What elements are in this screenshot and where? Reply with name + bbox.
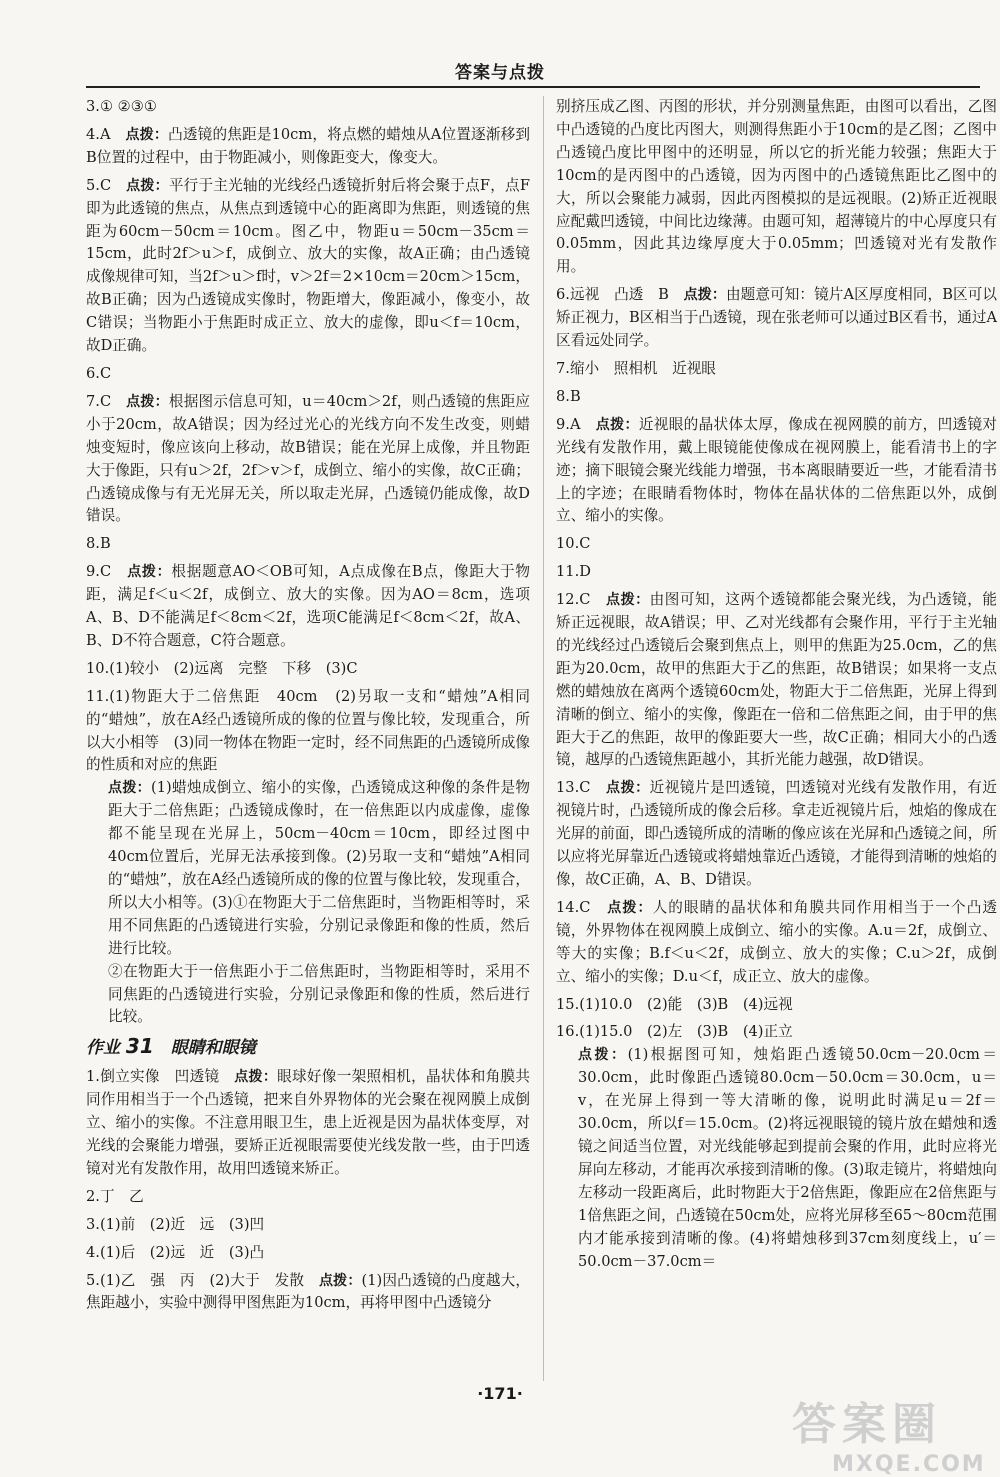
answer-item: 4.(1)后 (2)远 近 (3)凸: [86, 1243, 265, 1261]
tip-label: 点拨：: [683, 287, 726, 304]
watermark-logo: 答案圈 MXQE.COM: [792, 1399, 986, 1477]
answer-item: 12.C 点拨：由图可知，这两个透镜都能会聚光线，为凸透镜，能矫正远视眼，故A错误；甲、乙对光线都有会聚作用，平行于主光轴的光线经过凸透镜后会聚到焦点上，则甲的焦距为25.0cm，乙的焦距为20.0cm，故甲的焦距大于乙的焦距，故B错误；如果将一支点燃的蜡烛放在离两个透镜60cm处，物距大于二倍焦距，光屏上得到清晰的倒立、缩小的实像，像距在一倍和二倍焦距之间，由于甲的焦距大于乙的焦距，故甲的像距要大一些，故C正确；相同大小的凸透镜，越厚的凸透镜焦距越小，其折光能力越强，故D错误。: [556, 591, 997, 769]
answer-item: 14.C 点拨：人的眼睛的晶状体和角膜共同作用相当于一个凸透镜，外界物体在视网膜上成倒立、缩小的实像。A.u＝2f，成倒立、等大的实像；B.f＜u＜2f，成倒立、放大的实像；C.u＞2f，成倒立、缩小的实像；D.u＜f，成正立、放大的虚像。: [556, 898, 997, 985]
answer-item: 3.(1)前 (2)近 远 (3)凹: [86, 1215, 265, 1233]
tip-label: 点拨：: [595, 416, 639, 433]
answer-item: 8.B: [86, 535, 111, 553]
tip-label: 点拨：: [126, 393, 169, 410]
answer-item: 4.A 点拨：凸透镜的焦距是10cm，将点燃的蜡烛从A位置逐渐移到B位置的过程中，由于物距减小，则像距变大，像变大。: [86, 125, 530, 166]
answer-item: 2.丁 乙: [86, 1187, 144, 1205]
tip-label: 点拨：: [127, 564, 172, 581]
tip-label: 点拨：: [607, 899, 653, 916]
answer-tip: ②在物距大于一倍焦距小于二倍焦距时，当物距相等时，采用不同焦距的凸透镜进行实验，分别记录像距和像的性质，然后进行比较。: [108, 962, 530, 1026]
tip-label: 点拨：: [125, 126, 169, 143]
answer-item: 13.C 点拨：近视镜片是凹透镜，凹透镜对光线有发散作用，有近视镜片时，凸透镜所成的像会后移。拿走近视镜片后，烛焰的像成在光屏的前面，即凸透镜所成的清晰的像应该在光屏和凸透镜之间，所以应将光屏靠近凸透镜或将蜡烛靠近凸透镜，才能得到清晰的烛焰的像，故C正确，A、B、D错误。: [556, 779, 997, 888]
answer-item: 1.倒立实像 凹透镜 点拨：眼球好像一架照相机，晶状体和角膜共同作用相当于一个凸透镜，把来自外界物体的光会聚在视网膜上成倒立、缩小的实像。不注意用眼卫生，患上近视是因为晶状体变厚，对光线的会聚能力增强，要矫正近视眼需要使光线发散一些，由于凹透镜对光有发散作用，故用凹透镜来矫正。: [86, 1068, 530, 1177]
section-title: 作业 31 眼睛和眼镜: [86, 1034, 256, 1059]
column-divider: [543, 96, 544, 1381]
answer-item: 9.C 点拨：根据题意AO＜OB可知，A点成像在B点，像距大于物距，满足f＜u＜2f，成倒立、放大的实像。因为AO＝8cm，选项A、B、D不能满足f＜8cm＜2f，选项C能满足f＜8cm＜2f，故A、B、D不符合题意，C符合题意。: [86, 563, 530, 649]
answer-item: 3.① ②③①: [86, 98, 157, 115]
header-rule: [86, 86, 980, 88]
left-column: [86, 96, 530, 1320]
answer-item: 11.D: [556, 563, 591, 581]
answer-tip: 点拨：(1)根据图可知，烛焰距凸透镜50.0cm－20.0cm＝30.0cm，此时像距凸透镜80.0cm－50.0cm＝30.0cm，u＝v，在光屏上得到一等大清晰的像，说明此时满足u＝2f＝30.0cm，所以f＝15.0cm。(2)将远视眼镜的镜片放在蜡烛和透镜之间适当位置，对光线能够起到提前会聚的作用，此时应将光屏向左移动，才能再次承接到清晰的像。(3)取走镜片，将蜡烛向左移动一段距离后，此时物距大于2倍焦距，像距应在2倍焦距与1倍焦距之间，凸透镜在50cm处，应将光屏移至65～80cm范围内才能承接到清晰的像。(4)将蜡烛移到37cm刻度线上，u′＝50.0cm－37.0cm＝: [578, 1046, 998, 1270]
tip-label: 点拨：: [318, 1272, 362, 1289]
page-number: ·171·: [477, 1384, 523, 1403]
tip-label: 点拨：: [108, 780, 152, 797]
tip-label: 点拨：: [606, 780, 650, 797]
right-column: [556, 96, 997, 1278]
tip-label: 点拨：: [234, 1069, 278, 1086]
tip-label: 点拨：: [126, 177, 169, 194]
answer-continuation: 别挤压成乙图、丙图的形状，并分别测量焦距，由图可以看出，乙图中凸透镜的凸度比丙图大，则测得焦距小于10cm的是乙图；乙图中凸透镜凸度比甲图中的还明显，所以它的折光能力较强；焦距大于10cm的是丙图中的凸透镜，因为丙图中的凸透镜焦距比乙图中的大，所以会聚能力减弱，因此丙图模拟的是远视眼。(2)矫正近视眼应配戴凹透镜，中间比边缘薄。由题可知，超薄镜片的中心厚度只有0.05mm，因此其边缘厚度大于0.05mm；凹透镜对光有发散作用。: [556, 98, 997, 276]
answer-item: 6.远视 凸透 B 点拨：由题意可知：镜片A区厚度相同，B区可以矫正视力，B区相当于凸透镜，现在张老师可以通过B区看书，通过A区看远处同学。: [556, 286, 997, 350]
answer-item: 6.C: [86, 364, 112, 382]
tip-label: 点拨：: [606, 592, 650, 609]
header-title: 答案与点拨: [455, 63, 545, 83]
answer-item: 11.(1)物距大于二倍焦距 40cm (2)另取一支和“蜡烛”A相同的“蜡烛”，放在A经凸透镜所成的像的位置与像比较，发现重合，所以大小相等 (3)同一物体在物距一定时，经不同焦距的凸透镜所成像的性质和对应的焦距: [86, 687, 530, 774]
answer-item: 10.(1)较小 (2)远离 完整 下移 (3)C: [86, 659, 358, 677]
answer-item: 9.A 点拨：近视眼的晶状体太厚，像成在视网膜的前方，凹透镜对光线有发散作用，戴上眼镜能使像成在视网膜上，能看清书上的字迹；摘下眼镜会聚光线能力增强，书本离眼睛要近一些，才能看清书上的字迹；在眼睛看物体时，物体在晶状体的二倍焦距以外，成倒立、缩小的实像。: [556, 415, 997, 525]
answer-item: 10.C: [556, 535, 591, 553]
answer-item: 15.(1)10.0 (2)能 (3)B (4)远视: [556, 995, 793, 1013]
answer-item: 8.B: [556, 387, 581, 405]
tip-label: 点拨：: [578, 1047, 628, 1064]
answer-item: 7.C 点拨：根据图示信息可知，u＝40cm＞2f，则凸透镜的焦距应小于20cm，故A错误；因为经过光心的光线方向不发生改变，则蜡烛变短时，像应该向上移动，故B错误；能在光屏上成像，并且物距大于像距，只有u＞2f，2f＞v＞f，成倒立、缩小的实像，故C正确；凸透镜成像与有无光屏无关，所以取走光屏，凸透镜仍能成像，故D错误。: [86, 392, 531, 525]
answer-item: 16.(1)15.0 (2)左 (3)B (4)正立: [556, 1023, 793, 1041]
answer-item: 5.(1)乙 强 丙 (2)大于 发散 点拨：(1)因凸透镜的凸度越大，焦距越小，实验中测得甲图焦距为10cm，再将甲图中凸透镜分: [86, 1271, 530, 1312]
answer-item: 5.C 点拨：平行于主光轴的光线经凸透镜折射后将会聚于点F，点F即为此透镜的焦点，从焦点到透镜中心的距离即为焦距，则透镜的焦距为60cm－50cm＝10cm。图乙中，物距u＝50cm－35cm＝15cm，此时2f＞u＞f，成倒立、放大的实像，故A正确；由凸透镜成像规律可知，当2f＞u＞f时，v＞2f＝2×10cm＝20cm＞15cm，故B正确；因为凸透镜成实像时，物距增大，像距减小，像变小，故C错误；当物距小于焦距时成正立、放大的虚像，即u＜f＝10cm，故D正确。: [86, 176, 531, 355]
answer-tip: 点拨：(1)蜡烛成倒立、缩小的实像，凸透镜成这种像的条件是物距大于二倍焦距；凸透镜成像时，在一倍焦距以内成虚像，虚像都不能呈现在光屏上，50cm－40cm＝10cm，即经过图中40cm位置后，光屏无法承接到像。(2)另取一支和“蜡烛”A相同的“蜡烛”，放在A经凸透镜所成的像的位置与像比较，发现重合，所以大小相等。(3)①在物距大于二倍焦距时，当物距相等时，采用不同焦距的凸透镜进行实验，分别记录像距和像的性质，然后进行比较。: [108, 779, 530, 957]
answer-item: 7.缩小 照相机 近视眼: [556, 359, 716, 377]
